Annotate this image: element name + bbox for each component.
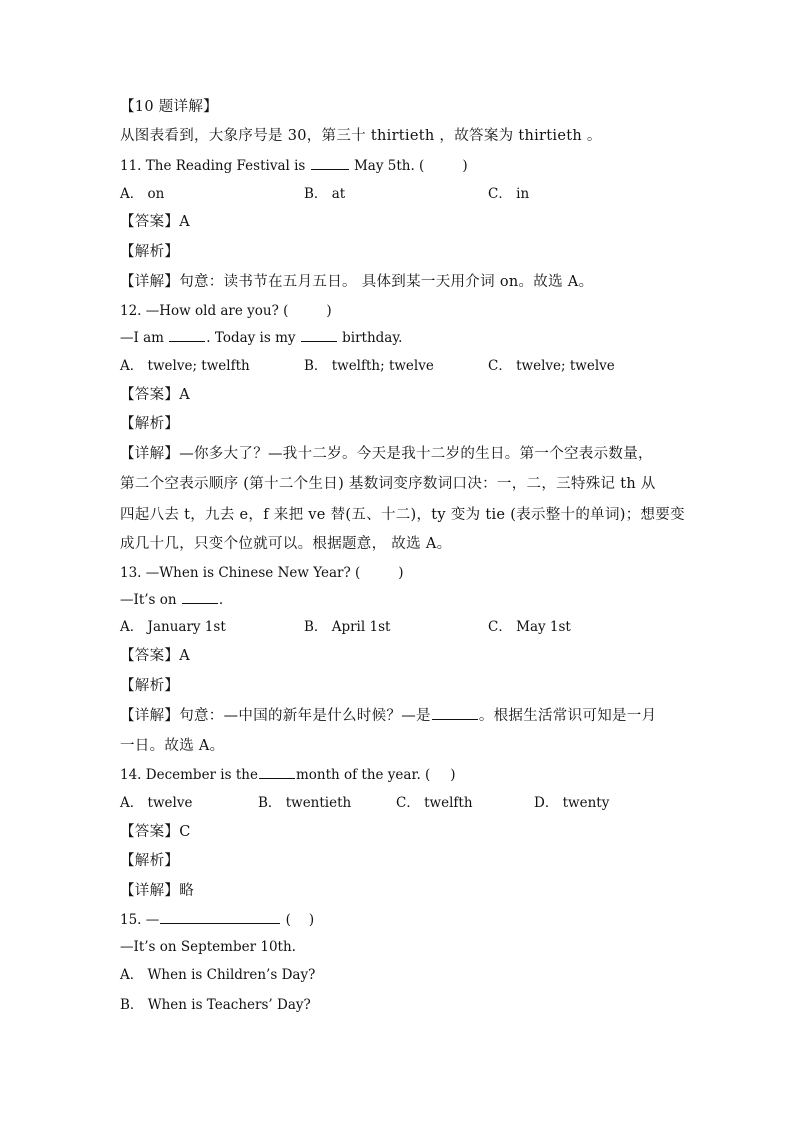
q13-line2-b: . bbox=[218, 592, 224, 608]
q11-stem-text-b: May 5th. ( bbox=[353, 158, 425, 174]
q12-line2-c: birthday. bbox=[342, 330, 403, 346]
q12-analysis: 【解析】 bbox=[120, 416, 180, 432]
q14-detail: 【详解】略 bbox=[120, 883, 194, 899]
q13-detail bbox=[120, 707, 656, 725]
q14-option-b: B． twentieth bbox=[258, 795, 352, 811]
q11-answer: 【答案】A bbox=[120, 214, 190, 230]
q15-option-a: A． When is Children’s Day? bbox=[120, 967, 316, 983]
q12-line2 bbox=[120, 329, 402, 347]
q12-line2-b: . Today is my bbox=[206, 330, 296, 346]
q11-blank bbox=[311, 157, 349, 170]
q10-detail-header: 【10 题详解】 bbox=[120, 99, 218, 115]
q15-stem-text-c: ) bbox=[308, 912, 315, 928]
q12-option-b: B． twelfth; twelve bbox=[304, 358, 434, 374]
q12-stem-end: ) bbox=[326, 303, 332, 319]
q11-stem-text-a: 11. The Reading Festival is bbox=[120, 158, 306, 174]
q13-line2-a: —It’s on bbox=[120, 592, 177, 608]
q13-analysis: 【解析】 bbox=[120, 678, 180, 694]
q12-stem bbox=[120, 302, 332, 320]
q12-option-a: A． twelve; twelfth bbox=[120, 358, 250, 374]
q12-detail-line-1: 【详解】—你多大了？—我十二岁。今天是我十二岁的生日。第一个空表示数量， bbox=[120, 446, 653, 462]
q14-option-d: D． twenty bbox=[534, 795, 610, 811]
q13-detail-blank bbox=[432, 707, 478, 720]
q15-stem bbox=[120, 911, 314, 929]
q11-option-c: C． in bbox=[488, 186, 530, 202]
q11-stem bbox=[120, 157, 468, 175]
q11-stem-text-c: ) bbox=[462, 158, 468, 174]
q11-analysis: 【解析】 bbox=[120, 244, 180, 260]
q11-detail: 【详解】句意：读书节在五月五日。 具体到某一天用介词 on。故选 A。 bbox=[120, 274, 594, 290]
q14-stem-text-c: ) bbox=[450, 767, 456, 783]
q14-stem-text-b: month of the year. ( bbox=[295, 767, 431, 783]
q13-blank bbox=[182, 591, 218, 604]
q12-blank-2 bbox=[301, 329, 337, 342]
q15-line2: —It’s on September 10th. bbox=[120, 939, 296, 955]
q15-blank bbox=[160, 911, 280, 924]
q15-stem-text-a: 15. — bbox=[120, 912, 160, 928]
q13-stem-text: 13. —When is Chinese New Year? ( bbox=[120, 565, 361, 581]
q12-detail-line-3: 四起八去 t，九去 e，f 来把 ve 替(五、十二)，ty 变为 tie (表示整十的单词)；想要变 bbox=[120, 507, 685, 523]
q13-option-b: B． April 1st bbox=[304, 619, 391, 635]
q13-detail-b: 。根据生活常识可知是一月 bbox=[478, 708, 657, 724]
q11-option-b: B． at bbox=[304, 186, 346, 202]
q13-detail-a: 【详解】句意：—中国的新年是什么时候？—是 bbox=[120, 708, 431, 724]
q14-blank bbox=[259, 766, 295, 779]
q15-option-b: B． When is Teachers’ Day? bbox=[120, 997, 311, 1013]
q13-option-a: A． January 1st bbox=[120, 619, 226, 635]
q12-detail-line-2: 第二个空表示顺序 (第十二个生日) 基数词变序数词口决：一，二，三特殊记 th 从 bbox=[120, 476, 656, 492]
q14-stem bbox=[120, 766, 456, 784]
q12-answer: 【答案】A bbox=[120, 387, 190, 403]
q14-analysis: 【解析】 bbox=[120, 853, 180, 869]
q12-blank-1 bbox=[169, 329, 205, 342]
q13-answer: 【答案】A bbox=[120, 648, 190, 664]
q13-detail-line-2: 一日。故选 A。 bbox=[120, 738, 225, 754]
q11-option-a: A． on bbox=[120, 186, 165, 202]
q10-detail-text: 从图表看到，大象序号是 30，第三十 thirtieth ，故答案为 thirtieth 。 bbox=[120, 128, 602, 144]
q13-stem bbox=[120, 564, 404, 582]
q14-answer: 【答案】C bbox=[120, 824, 191, 840]
q14-stem-text-a: 14. December is the bbox=[120, 767, 258, 783]
q14-option-c: C． twelfth bbox=[396, 795, 473, 811]
q15-stem-text-b: ( bbox=[285, 912, 291, 928]
q13-option-c: C． May 1st bbox=[488, 619, 571, 635]
q14-option-a: A． twelve bbox=[120, 795, 193, 811]
q13-line2 bbox=[120, 591, 223, 609]
q12-stem-text: 12. —How old are you? ( bbox=[120, 303, 289, 319]
q12-line2-a: —I am bbox=[120, 330, 164, 346]
q12-detail-line-4: 成几十几，只变个位就可以。根据题意， 故选 A。 bbox=[120, 536, 452, 552]
q12-option-c: C． twelve; twelve bbox=[488, 358, 615, 374]
q13-stem-end: ) bbox=[398, 565, 404, 581]
